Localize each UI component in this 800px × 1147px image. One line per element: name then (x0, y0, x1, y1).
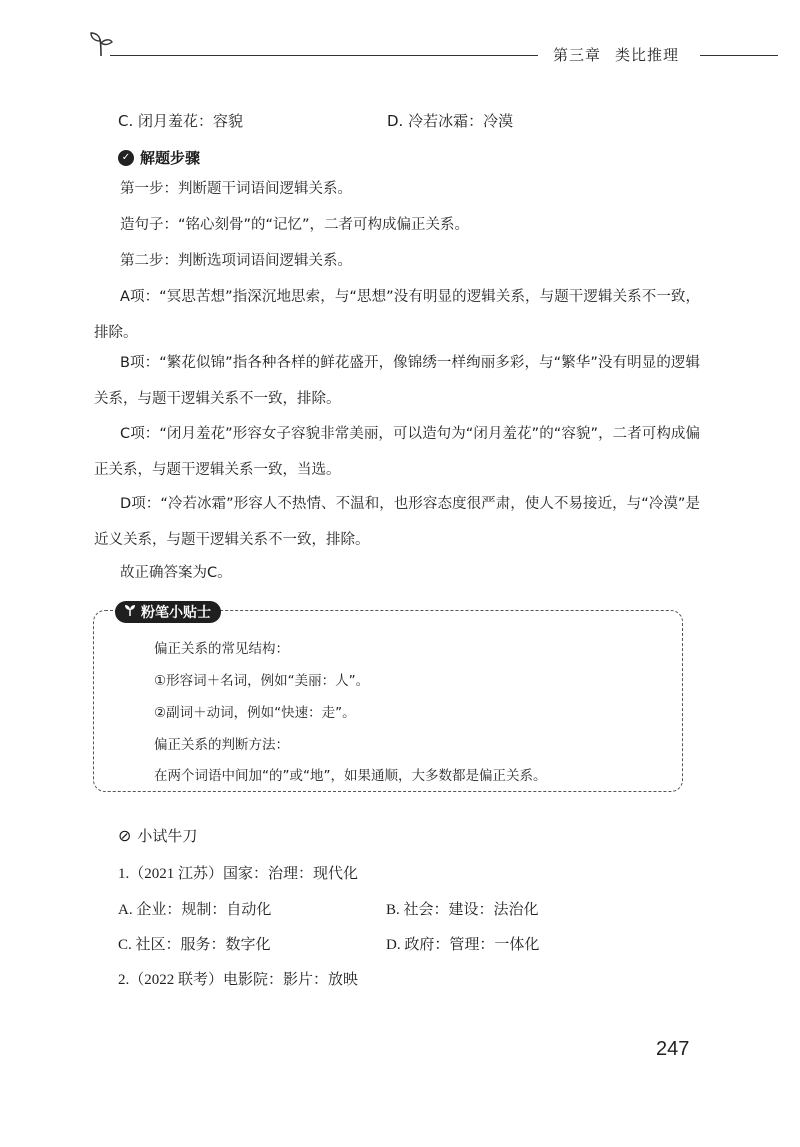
practice-heading-text: 小试牛刀 (137, 827, 198, 845)
practice-heading (118, 825, 197, 846)
running-header (553, 44, 679, 65)
q1-option-a: A. 企业：规制：自动化 (118, 902, 272, 918)
option-d-analysis: D项：“冷若冰霜”形容人不热情、不温和，也形容态度很严肃，使人不易接近，与“冷漠”是近义关系，与题干逻辑关系不一致，排除。 (94, 496, 700, 548)
header-rule-left (110, 55, 538, 56)
sentence-text: 造句子：“铭心刻骨”的“记忆”，二者可构成偏正关系。 (120, 217, 470, 233)
option-a-analysis: A项：“冥思苦想”指深沉地思索，与“思想”没有明显的逻辑关系，与题干逻辑关系不一致，排除。 (94, 289, 700, 341)
steps-icon: ✓ (118, 150, 134, 166)
question-1: 1.（2021 江苏）国家：治理：现代化 (118, 866, 359, 882)
page-number: 247 (656, 1038, 690, 1060)
sprout-logo-icon (88, 30, 114, 58)
q1-option-d: D. 政府：管理：一体化 (386, 937, 540, 953)
option-c-analysis: C项：“闭月羞花”形容女子容貌非常美丽，可以造句为“闭月羞花”的“容貌”，二者可构成偏正关系，与题干逻辑关系一致，当选。 (94, 426, 700, 478)
solution-heading (118, 147, 200, 168)
blade-icon: ⊘ (118, 826, 132, 845)
tip-line-5: 在两个词语中间加“的”或“地”，如果通顺，大多数都是偏正关系。 (154, 768, 547, 784)
tip-line-3: ②副词＋动词，例如“快速：走”。 (154, 705, 356, 721)
answer-text: 故正确答案为C。 (120, 565, 232, 581)
option-b-analysis: B项：“繁花似锦”指各种各样的鲜花盛开，像锦绣一样绚丽多彩，与“繁华”没有明显的逻辑关系，与题干逻辑关系不一致，排除。 (94, 355, 700, 407)
tip-line-4: 偏正关系的判断方法： (154, 737, 289, 753)
solution-heading-text: 解题步骤 (140, 149, 201, 167)
question-2: 2.（2022 联考）电影院：影片：放映 (118, 972, 359, 988)
chapter-number: 第三章 (553, 46, 602, 64)
chapter-title: 类比推理 (615, 46, 680, 64)
q1-option-c: C. 社区：服务：数字化 (118, 937, 271, 953)
q1-option-b: B. 社会：建设：法治化 (386, 902, 539, 918)
step1-text: 第一步：判断题干词语间逻辑关系。 (120, 181, 352, 197)
step2-text: 第二步：判断选项词语间逻辑关系。 (120, 253, 352, 269)
option-d-prev: D. 冷若冰霜：冷漠 (387, 112, 514, 130)
tip-badge-label: 粉笔小贴士 (141, 605, 211, 621)
tip-badge (115, 601, 221, 623)
tip-line-1: 偏正关系的常见结构： (154, 641, 289, 657)
option-c-prev: C. 闭月羞花：容貌 (118, 112, 244, 130)
header-rule-right (700, 55, 778, 56)
sprout-icon (123, 603, 137, 621)
tip-line-2: ①形容词＋名词，例如“美丽：人”。 (154, 673, 370, 689)
